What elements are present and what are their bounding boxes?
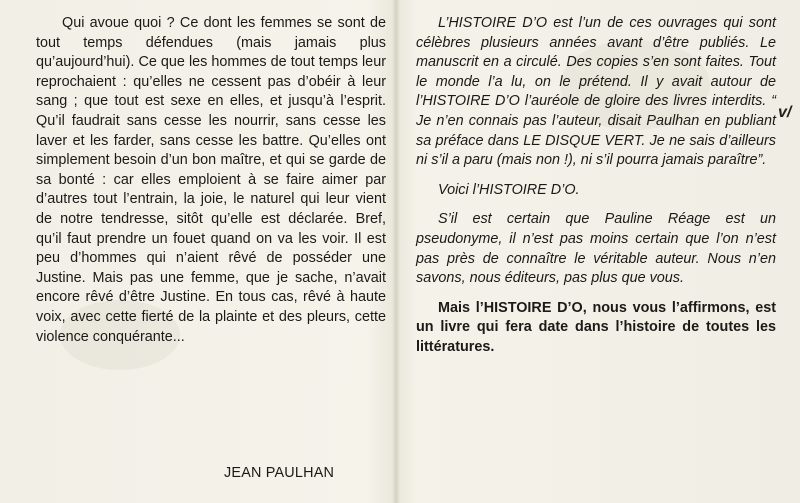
publisher-paragraph-2: Voici l’HISTOIRE D’O. [438, 181, 580, 198]
publisher-paragraph-1: L’HISTOIRE D’O est l’un de ces ouvrages qui sont célèbres plusieurs années avant d’être publiés. Le manuscrit en a circulé. Des copies s’en sont faites. Tout le monde l’a lu, on le prétend. Il y avait autour de l’HISTOIRE D’O l’auréole de gloire des livres interdits. “ Je n’en connais pas l’auteur, disait Paulhan en publiant sa préface dans LE DISQUE VERT. Je ne sais d’ailleurs ni s’il a paru (mais non !), ni s’il pourra jamais paraître”. [416, 15, 776, 169]
author-signature: JEAN PAULHAN [224, 465, 335, 481]
margin-annotation: v/ [778, 104, 792, 121]
preface-column [36, 14, 386, 481]
preface-text: Qui avoue quoi ? Ce dont les femmes se sont de tout temps défendues (mais jamais plus qu’aujourd’hui). Ce que les hommes de tout temps leur reprochaient : qu’elles ne cessent pas d’obéir à leur sang ; que tout est sexe en elles, et jusqu’à l’esprit. Qu’il faudrait sans cesse les nourrir, sans cesse les laver et les farder, sans cesse les battre. Qu’elles ont simplement besoin d’un bon maître, et qui se garde de sa bonté : car elles emploient à se faire aimer par d’autres tout l’entrain, la joie, le naturel qui leur vient de notre tendresse, sitôt qu’elle est déclarée. Bref, qu’il faut prendre un fouet quand on va les voir. Il est peu d’hommes qui n’aient rêvé de posséder une Justine. Mais pas une femme, que je sache, n’avait encore rêvé d’être Justine. En tous cas, rêvé à haute voix, avec cette fierté de la plainte et des pleurs, cette violence conquérante... [36, 15, 386, 345]
publisher-note-column [416, 14, 776, 358]
publisher-paragraph-3: S’il est certain que Pauline Réage est un pseudonyme, il n’est pas moins certain que l’on n’est pas près de connaître le véritable auteur. Nous n’en savons, nous éditeurs, pas plus que vous. [416, 211, 776, 287]
publisher-paragraph-4: Mais l’HISTOIRE D’O, nous vous l’affirmons, est un livre qui fera date dans l’histoire de toutes les littératures. [416, 299, 776, 355]
page-fold [392, 0, 400, 503]
